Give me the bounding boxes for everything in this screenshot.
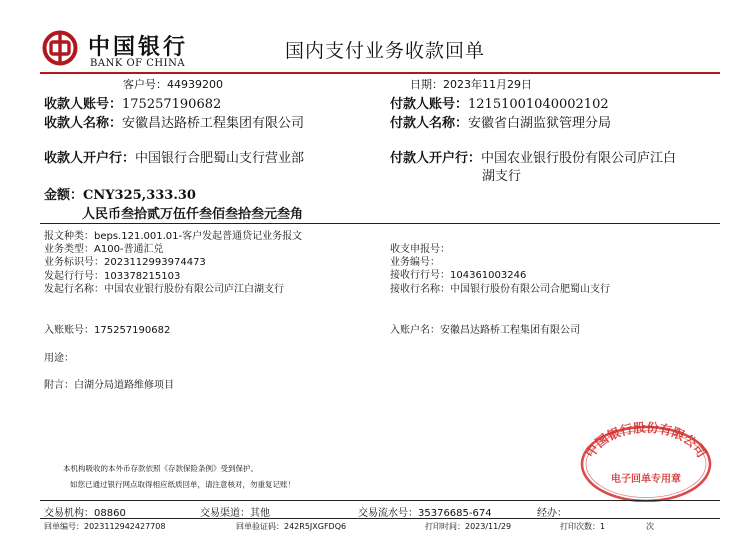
- payee-account-label: 收款人账号：: [44, 97, 123, 112]
- detail-business-type: 业务类型：A100-普通汇兑: [44, 244, 164, 256]
- payer-account: [390, 93, 609, 112]
- bank-of-china-logo-icon: [42, 30, 78, 66]
- payee-name-value: 安徽昌达路桥工程集团有限公司: [122, 116, 305, 131]
- footer-print-time: 打印时间：2023/11/29: [425, 522, 512, 531]
- header-rule: [40, 72, 720, 74]
- bank-logo: [40, 28, 190, 72]
- detail-receiving-bank-no: 接收行行号：104361003246: [390, 270, 527, 282]
- stamp-seal-icon: [578, 420, 714, 502]
- detail-business-no: 业务编号：: [390, 257, 440, 269]
- payer-name-label: 付款人名称：: [390, 116, 469, 131]
- footer-verify-code: 回单验证码：242R5JXGFDQ6: [236, 522, 347, 531]
- payer-name-value: 安徽省白湖监狱管理分局: [468, 116, 612, 131]
- detail-originating-bank-name: 发起行名称：中国农业银行股份有限公司庐江白湖支行: [44, 283, 284, 295]
- payer-bank: [390, 147, 676, 166]
- payer-bank-value-line1: 中国农业银行股份有限公司庐江白: [481, 151, 677, 166]
- footer-org: 交易机构：08860: [44, 508, 126, 519]
- detail-declaration-no: 收支申报号：: [390, 244, 450, 255]
- purpose: 用途：: [44, 353, 74, 364]
- electronic-receipt-stamp: [578, 420, 714, 502]
- payee-bank-value: 中国银行合肥蜀山支行营业部: [135, 151, 305, 166]
- detail-originating-bank-no: 发起行行号：103378215103: [44, 270, 181, 282]
- footer-receipt-no: 回单编号：2023112942427708: [44, 522, 166, 531]
- customer-no: [123, 76, 223, 92]
- remark: 附言：白湖分局道路维修项目: [44, 380, 174, 391]
- bank-name-cn: 中国银行: [88, 34, 189, 60]
- date: [410, 76, 532, 92]
- amount-words: 人民币叁拾贰万伍仟叁佰叁拾叁元叁角: [82, 207, 304, 222]
- date-label: 日期：: [410, 78, 443, 91]
- payer-account-value: 12151001040002102: [468, 97, 609, 112]
- payee-name-label: 收款人名称：: [44, 116, 123, 131]
- payer-bank-value-line2: 湖支行: [482, 169, 522, 184]
- footer-serial: 交易流水号：35376685-674: [358, 508, 492, 519]
- footer-print-count: 打印次数：1: [560, 522, 606, 531]
- footer-top-rule: [40, 500, 720, 501]
- payee-account-value: 175257190682: [122, 97, 222, 112]
- details-right: [390, 243, 610, 296]
- date-value: 2023年11月29日: [443, 78, 532, 91]
- payer-bank-label: 付款人开户行：: [390, 151, 482, 166]
- footer-channel: 交易渠道：其他: [200, 508, 270, 519]
- customer-no-label: 客户号：: [123, 78, 167, 91]
- duplicate-notice: 如您已通过银行网点取得相应纸质回单，请注意核对，勿重复记账！: [70, 480, 295, 489]
- details-left: [44, 230, 302, 296]
- payee-account: [44, 93, 221, 112]
- detail-business-id: 业务标识号：2023112993974473: [44, 257, 206, 269]
- stamp-center-text: 电子回单专用章: [611, 474, 681, 485]
- payer-name: [390, 112, 611, 131]
- page-title: 国内支付业务收款回单: [285, 40, 486, 62]
- footer-mid-rule: [40, 518, 720, 519]
- amount-rule: [40, 223, 720, 224]
- bank-name-en: BANK OF CHINA: [90, 58, 186, 69]
- footer-handler: 经办：: [537, 508, 567, 519]
- detail-message-type: 报文种类：beps.121.001.01-客户发起普通贷记业务报文: [44, 231, 303, 242]
- footer-print-count-unit: 次: [646, 522, 654, 531]
- payee-name: [44, 112, 304, 131]
- payee-bank-label: 收款人开户行：: [44, 151, 136, 166]
- detail-receiving-bank-name: 接收行名称：中国银行股份有限公司合肥蜀山支行: [390, 283, 610, 295]
- customer-no-value: 44939200: [167, 78, 223, 91]
- amount-figure: CNY325,333.30: [83, 188, 196, 203]
- deposit-insurance-notice: 本机构吸收的本外币存款依照《存款保险条例》受到保护。: [63, 464, 258, 473]
- entry-name: 入账户名：安徽昌达路桥工程集团有限公司: [390, 325, 580, 336]
- payee-bank: [44, 147, 304, 166]
- amount: [44, 184, 196, 203]
- stamp-ring-text: 中国银行股份有限公司: [582, 420, 710, 461]
- amount-label: 金额：: [44, 188, 84, 203]
- entry-account: 入账账号：175257190682: [44, 325, 171, 336]
- payer-account-label: 付款人账号：: [390, 97, 469, 112]
